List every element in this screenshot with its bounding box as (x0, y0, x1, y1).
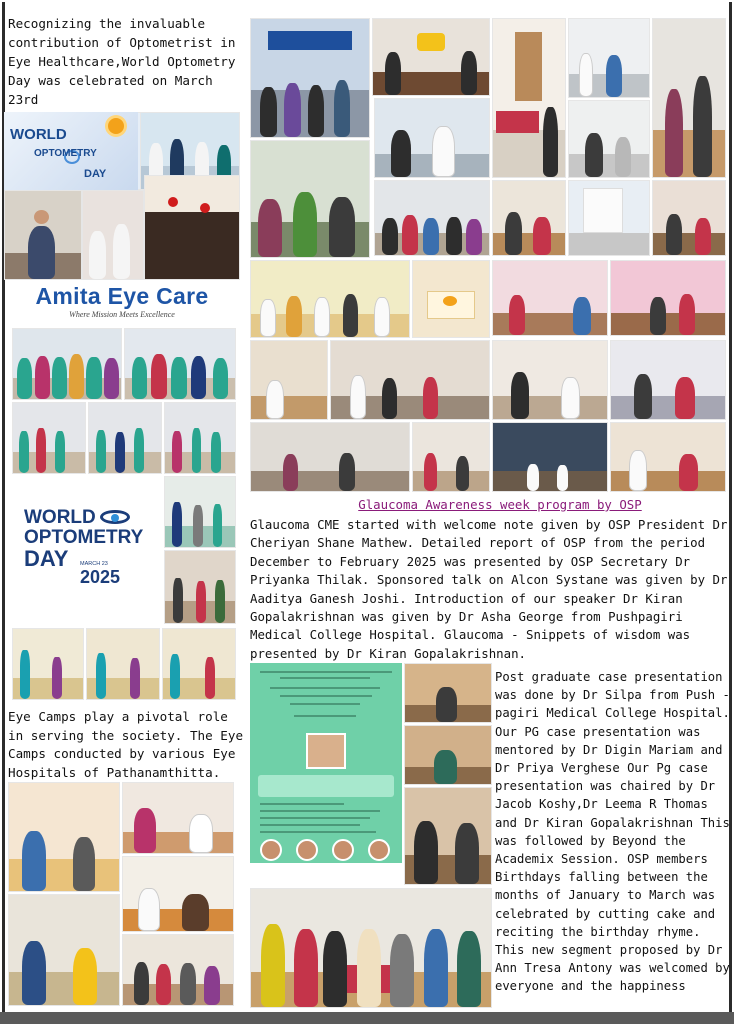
photo-camp-screening-2 (568, 100, 650, 178)
poster-face (296, 839, 318, 861)
wod-banner (4, 112, 138, 190)
photo-stage-event (492, 422, 608, 492)
program-title: Glaucoma Awareness week program by OSP (358, 497, 642, 512)
photo-camp-2 (122, 782, 234, 854)
photo-camp-exam-1 (492, 180, 566, 256)
photo-amita-group-2 (124, 328, 236, 400)
photo-camp-registration (568, 18, 650, 98)
eye-camps-text: Eye Camps play a pivotal role in serving the society. The Eye Camps conducted by various Eye Hospitals of Pathanamthitta. (8, 709, 244, 780)
photo-camp-screening-1 (374, 98, 490, 178)
photo-wod-doctor (4, 190, 82, 280)
wod-banner-word1: WORLD (10, 126, 67, 143)
amita-logo-name: Amita Eye Care (35, 283, 209, 309)
photo-classroom-3 (492, 340, 608, 420)
photo-camp-room (492, 18, 566, 178)
photo-optometry-group-1 (164, 476, 236, 548)
wod-logo-year: 2025 (80, 567, 121, 587)
photo-camp-hall-3 (250, 422, 410, 492)
cme-poster (250, 663, 402, 863)
photo-amita-group-4 (88, 402, 162, 474)
photo-amita-group-5 (164, 402, 236, 474)
photo-camp-1 (8, 782, 120, 892)
poster-session-box (258, 775, 394, 797)
photo-school-camp (250, 260, 410, 338)
photo-amita-group-1 (12, 328, 122, 400)
photo-optometry-exam-3 (162, 628, 236, 700)
wod-banner-word2: OPTOMETRY (34, 148, 97, 159)
photo-camp-hall-2 (374, 180, 490, 256)
photo-camp-checkup (652, 18, 726, 178)
photo-classroom-2 (330, 340, 490, 420)
poster-face (260, 839, 282, 861)
world-optometry-day-logo (24, 508, 142, 588)
poster-face (368, 839, 390, 861)
photo-wod-cake (144, 175, 240, 280)
photo-classroom-1 (250, 340, 328, 420)
amita-eye-care-logo (8, 283, 236, 329)
eye-icon (100, 510, 130, 524)
wod-logo-line3: DAY (24, 546, 69, 571)
speaker-portrait (306, 733, 346, 769)
photo-pink-room-1 (492, 260, 608, 336)
photo-camp-4 (8, 894, 120, 1006)
poster-face (332, 839, 354, 861)
photo-camp-exam-2 (568, 180, 650, 256)
photo-cake-cutting (250, 888, 492, 1008)
bottom-bar (0, 1012, 734, 1024)
photo-amita-group-3 (12, 402, 86, 474)
photo-camp-3 (122, 856, 234, 932)
wod-logo-line1: WORLD (24, 507, 96, 528)
intro-text: Recognizing the invaluable contribution of Optometrist in Eye Healthcare,World Optometry Day was celebrated on March 23rd (8, 16, 236, 107)
photo-wod-students (82, 190, 144, 280)
photo-camp-queue (250, 140, 370, 258)
amita-logo-tagline: Where Mission Meets Excellence (69, 310, 175, 319)
photo-clinic-hall (250, 18, 370, 138)
photo-classroom-4 (610, 340, 726, 420)
photo-meeting-table (372, 18, 490, 96)
photo-optometry-group-2 (164, 550, 236, 624)
photo-optometry-exam-2 (86, 628, 160, 700)
photo-camp-banner (412, 260, 490, 338)
photo-cme-speaker-1 (404, 663, 492, 723)
report-text-2: Post graduate case presentation was done by Dr Silpa from Push -pagiri Medical College Hospital. Our PG case presentation was mentored by Dr Digin Mariam and Dr Priya Verghese Our Pg case presentation was chaired by Dr Jacob Koshy,Dr Leema R Thomas and Dr Kiran Gopalakrishnan This was followed by Beyond the Academix Session. OSP members Birthdays falling between the months of January to March was celebrated by cutting cake and reciting the birthday rhyme. This new segment proposed by Dr Ann Tresa Antony was welcomed by everyone and the happiness (495, 670, 730, 994)
wod-banner-word3: DAY (84, 168, 107, 180)
wod-logo-line2: OPTOMETRY (24, 527, 144, 548)
report-text: Glaucoma CME started with welcome note given by OSP President Dr Cheriyan Shane Mathew. Detailed report of OSP from the period December to February 2025 was presented by OSP Secretary Dr Priyanka Thilak. Sponsored talk on Alcon Systane was given by Dr Aaditya Ganesh Joshi. Introduction of our speaker Dr Kiran Gopalakrishnan was given by Dr Asha George from Pushpagiri Medical College Hospital. Glaucoma - Snippets of wisdom was presented by Dr Kiran Gopalakrishnan. (250, 517, 728, 661)
photo-camp-exam-4 (610, 422, 726, 492)
photo-cme-speaker-2 (404, 725, 492, 785)
sun-logo-icon (108, 118, 124, 134)
photo-pink-room-2 (610, 260, 726, 336)
photo-optometry-exam-1 (12, 628, 84, 700)
photo-cme-award (404, 787, 492, 885)
photo-camp-5 (122, 934, 234, 1006)
photo-camp-exam-3 (652, 180, 726, 256)
photo-camp-hall-4 (412, 422, 490, 492)
wod-logo-date: MARCH 23 (80, 561, 108, 567)
